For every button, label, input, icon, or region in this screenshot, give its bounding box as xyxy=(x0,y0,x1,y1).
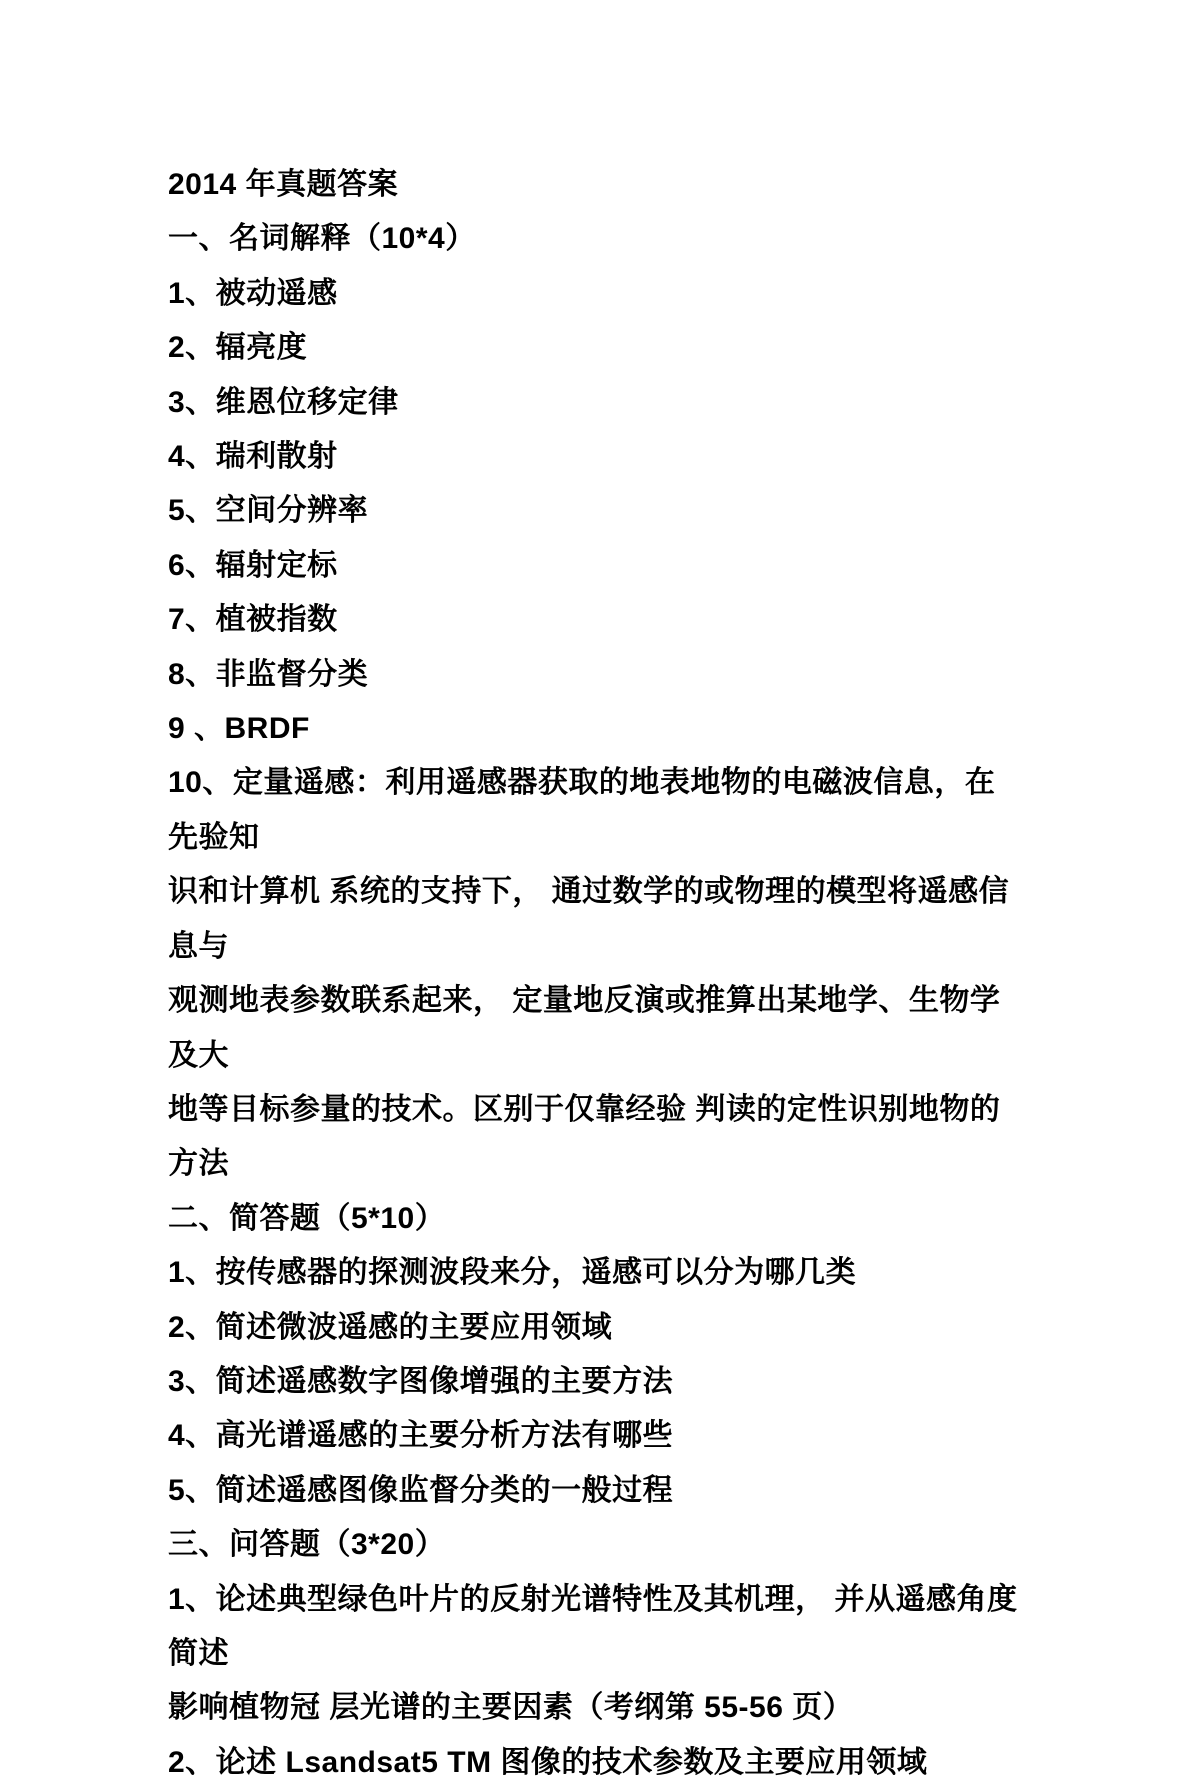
document-line: 5、简述遥感图像监督分类的一般过程 xyxy=(168,1473,674,1507)
document-line: 5、空间分辨率 xyxy=(168,494,369,528)
document-line: 2、辐亮度 xyxy=(168,331,308,365)
document-line: 2、论述 Lsandsat5 TM 图像的技术参数及主要应用领域 xyxy=(168,1745,928,1779)
document-line: 7、植被指数 xyxy=(168,603,338,637)
document-line: 10、定量遥感：利用遥感器获取的地表地物的电磁波信息，在先验知 xyxy=(168,766,996,854)
document-line: 8、非监督分类 xyxy=(168,657,369,691)
document-line: 1、按传感器的探测波段来分，遥感可以分为哪几类 xyxy=(168,1256,857,1290)
document-line: 4、瑞利散射 xyxy=(168,440,338,474)
document-line: 一、名词解释（10*4） xyxy=(168,222,476,256)
document-line: 识和计算机 系统的支持下， 通过数学的或物理的模型将遥感信息与 xyxy=(168,875,1010,963)
document-line: 1、被动遥感 xyxy=(168,276,338,310)
document-line: 2、简述微波遥感的主要应用领域 xyxy=(168,1310,613,1344)
document-line: 3、简述遥感数字图像增强的主要方法 xyxy=(168,1364,674,1398)
document-line: 2014 年真题答案 xyxy=(168,168,399,201)
document-line: 地等目标参量的技术。区别于仅靠经验 判读的定性识别地物的方法 xyxy=(168,1092,1001,1181)
document-line: 3、维恩位移定律 xyxy=(168,385,399,419)
document-line: 4、高光谱遥感的主要分析方法有哪些 xyxy=(168,1419,674,1453)
document-line: 6、辐射定标 xyxy=(168,548,338,582)
document-line: 影响植物冠 层光谱的主要因素（考纲第 55-56 页） xyxy=(168,1691,854,1725)
document-line: 1、论述典型绿色叶片的反射光谱特性及其机理， 并从遥感角度简述 xyxy=(168,1582,1018,1670)
document-line: 三、问答题（3*20） xyxy=(168,1528,446,1562)
document-line: 二、简答题（5*10） xyxy=(168,1201,446,1235)
document-line: 9 、BRDF xyxy=(168,712,310,746)
document-line: 观测地表参数联系起来， 定量地反演或推算出某地学、生物学及大 xyxy=(168,984,1001,1072)
document-body xyxy=(168,158,1024,1790)
